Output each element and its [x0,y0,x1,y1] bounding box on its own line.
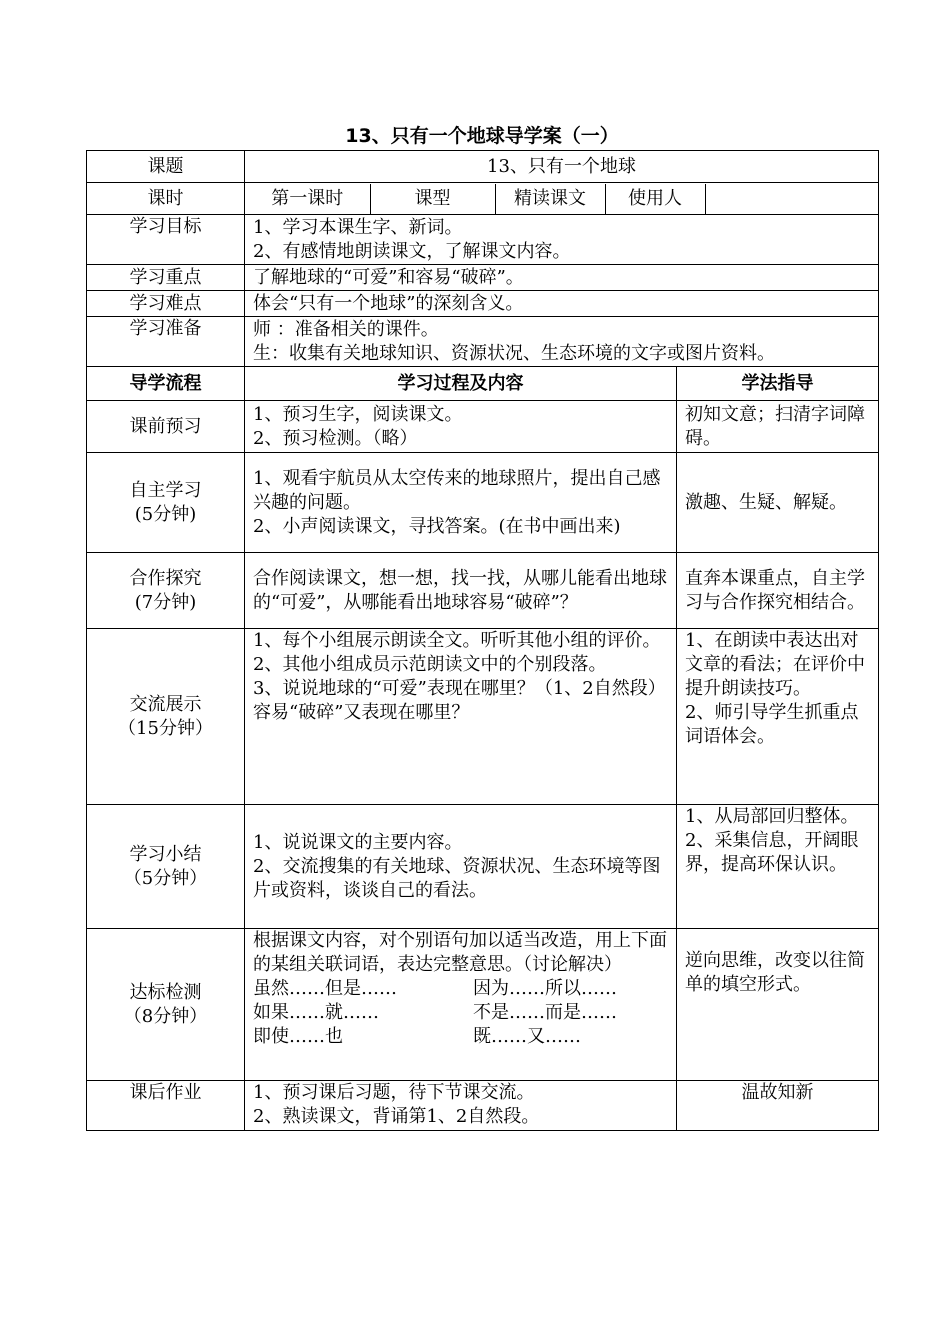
method-cell [677,1081,879,1131]
table-row [87,805,879,929]
preparation-label: 学习准备 [87,317,245,367]
content-line: 2、小声阅读课文，寻找答案。(在书中画出来) [253,515,621,537]
stage-cell [87,453,245,553]
stage-time: （15分钟） [118,717,213,739]
method-line: 1、从局部回归整体。 [685,806,859,827]
content-line: 2、交流搜集的有关地球、资源状况、生态环境等图片或资料，谈谈自己的看法。 [253,855,661,901]
connector-pair: 即使……也 [253,1026,343,1047]
column-header-row [87,367,879,401]
connector-pair: 因为……所以…… [473,978,617,999]
period-row [87,183,879,215]
content-line: 1、每个小组展示朗读全文。听听其他小组的评价。 [253,630,661,651]
content-line: 合作阅读课文，想一想，找一找，从哪儿能看出地球的“可爱”，从哪能看出地球容易“破碎”？ [253,567,667,613]
method-line: 温故知新 [741,1082,814,1103]
content-cell [245,1081,677,1131]
stage-cell [87,1081,245,1131]
stage-cell [87,629,245,805]
period-info-cell [245,183,879,215]
content-line: 2、其他小组成员示范朗读文中的个别段落。 [253,654,607,675]
method-line: 直奔本课重点，自主学习与合作探究相结合。 [685,567,865,613]
goals-row [87,215,879,265]
stage-time: （8分钟） [123,1005,208,1027]
column-header-stage: 导学流程 [87,367,245,401]
preparation-row [87,317,879,367]
stage-name: 交流展示 [129,693,202,715]
difficulty-row [87,291,879,317]
user-value [705,184,878,214]
method-line: 2、师引导学生抓重点词语体会。 [685,702,859,747]
stage-cell [87,401,245,453]
goals-label: 学习目标 [87,215,245,265]
column-header-content: 学习过程及内容 [245,367,677,401]
content-cell [245,401,677,453]
preparation-content [245,317,879,367]
method-line: 激趣、生疑、解疑。 [685,491,847,513]
stage-name: 合作探究 [129,567,202,589]
content-line: 1、观看宇航员从太空传来的地球照片，提出自己感兴趣的问题。 [253,467,661,513]
connector-pair: 既……又…… [473,1026,581,1047]
table-row [87,401,879,453]
method-cell [677,401,879,453]
method-line: 1、在朗读中表达出对文章的看法；在评价中提升朗读技巧。 [685,630,865,699]
method-cell [677,629,879,805]
user-label: 使用人 [605,184,705,214]
goal-line: 1、学习本课生字、新词。 [253,216,463,238]
content-cell [245,805,677,929]
content-cell [245,553,677,629]
stage-time: （5分钟） [123,867,208,889]
stage-name: 达标检测 [129,981,202,1003]
goals-content [245,215,879,265]
content-cell [245,629,677,805]
stage-cell [87,929,245,1081]
stage-cell [87,805,245,929]
method-line: 逆向思维，改变以往简单的填空形式。 [685,950,865,995]
preparation-line: 师 ：准备相关的课件。 [253,318,439,340]
lesson-plan-table [86,150,879,1131]
table-row [87,929,879,1081]
type-value: 精读课文 [495,184,605,214]
period-value: 第一课时 [245,184,370,214]
stage-name: 学习小结 [129,843,202,865]
content-cell [245,929,677,1081]
table-row [87,1081,879,1131]
content-line: 3、说说地球的“可爱”表现在哪里？（1、2自然段）容易“破碎”又表现在哪里？ [253,678,666,723]
topic-label: 课题 [87,151,245,183]
connector-pair: 虽然……但是…… [253,978,397,999]
connector-pair: 不是……而是…… [473,1002,617,1023]
method-cell [677,553,879,629]
document-title: 13、只有一个地球导学案（一） [345,125,619,147]
content-line: 2、熟读课文，背诵第1、2自然段。 [253,1106,540,1127]
stage-time: (7分钟) [134,591,197,613]
content-line: 1、预习生字，阅读课文。 [253,403,463,425]
content-cell [245,453,677,553]
difficulty-text: 体会“只有一个地球”的深刻含义。 [245,291,879,317]
content-line: 2、预习检测。（略） [253,427,418,449]
period-label: 课时 [87,183,245,215]
preparation-line: 生：收集有关地球知识、资源状况、生态环境的文字或图片资料。 [253,342,775,364]
key-point-label: 学习重点 [87,265,245,291]
stage-name: 课前预习 [129,415,202,437]
connector-pair: 如果……就…… [253,1002,379,1023]
topic-value: 13、只有一个地球 [245,151,879,183]
key-point-text: 了解地球的“可爱”和容易“破碎”。 [245,265,879,291]
column-header-method: 学法指导 [677,367,879,401]
connector-grid [253,977,668,1049]
stage-name: 自主学习 [129,479,202,501]
type-label: 课型 [370,184,495,214]
method-cell [677,453,879,553]
goal-line: 2、有感情地朗读课文，了解课文内容。 [253,240,571,262]
difficulty-label: 学习难点 [87,291,245,317]
table-row [87,453,879,553]
period-info-table [245,184,878,214]
method-cell [677,929,879,1081]
method-line: 初知文意；扫清字词障碍。 [685,403,865,449]
stage-name: 课后作业 [129,1082,202,1103]
content-line: 1、说说课文的主要内容。 [253,831,463,853]
content-line: 根据课文内容，对个别语句加以适当改造，用上下面的某组关联词语，表达完整意思。（讨论解决） [253,930,667,975]
stage-cell [87,553,245,629]
content-line: 1、预习课后习题，待下节课交流。 [253,1082,535,1103]
method-line: 2、采集信息，开阔眼界，提高环保认识。 [685,830,859,875]
table-row [87,629,879,805]
stage-time: (5分钟) [134,503,197,525]
table-row [87,553,879,629]
method-cell [677,805,879,929]
topic-row [87,151,879,183]
key-point-row [87,265,879,291]
